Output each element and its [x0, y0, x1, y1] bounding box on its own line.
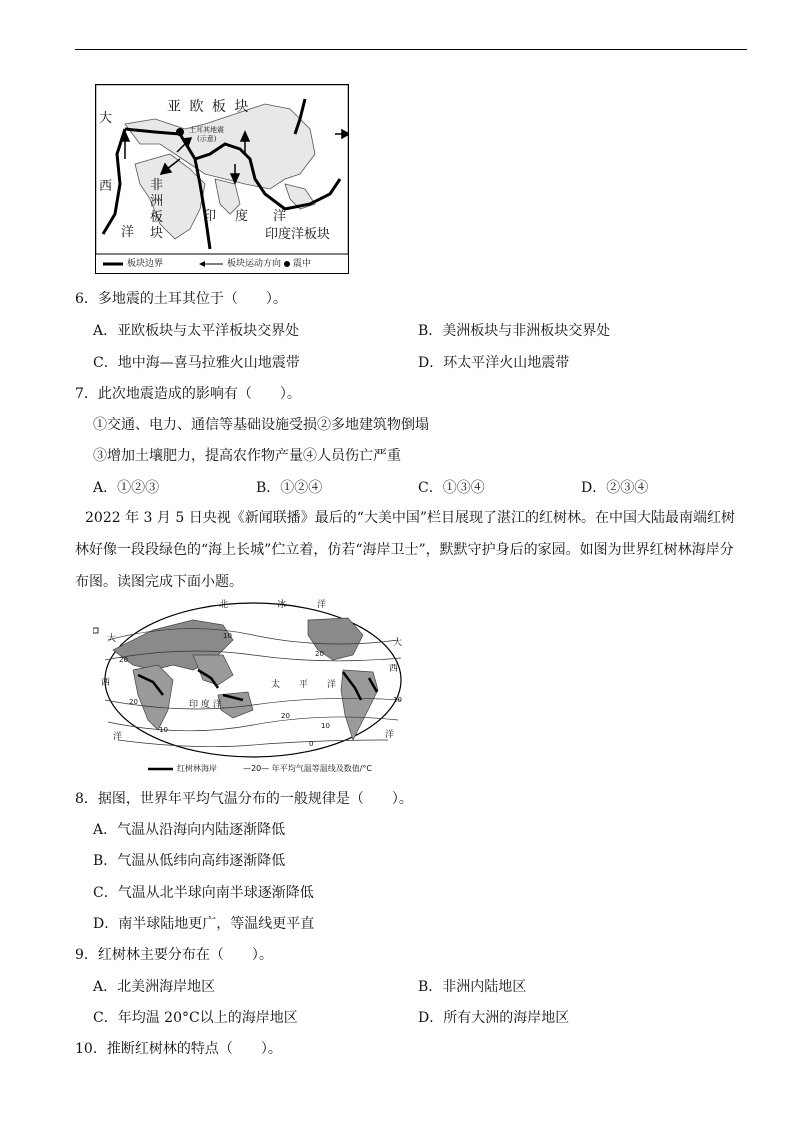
legend-direction: 板块运动方向	[227, 259, 282, 269]
m2-yang3: 洋	[113, 732, 123, 742]
q9-option-d[interactable]: D．所有大洲的海岸地区	[418, 1010, 570, 1026]
m2-iso-10d: 10	[393, 696, 402, 704]
plate-map-figure	[95, 84, 349, 274]
m2-yindu: 印 度 洋	[189, 700, 222, 710]
q10-stem: 10．推断红树林的特点（ ）。	[75, 1041, 282, 1057]
m2-ping: 平	[299, 680, 309, 690]
q8-option-b[interactable]: B．气温从低纬向高纬逐渐降低	[93, 853, 286, 869]
q6-stem: 6．多地震的土耳其位于（ ）。	[75, 291, 287, 307]
q6-option-b[interactable]: B．美洲板块与非洲板块交界处	[418, 323, 611, 339]
m2-da: 大	[107, 634, 117, 644]
legend-boundary: 板块边界	[127, 259, 164, 269]
q7-option-c[interactable]: C．①③④	[418, 480, 485, 496]
q7-option-d[interactable]: D．②③④	[581, 480, 649, 496]
q8-option-d[interactable]: D．南半球陆地更广，等温线更平直	[93, 916, 315, 932]
label-xi: 西	[99, 179, 113, 194]
label-yin: 印	[203, 209, 217, 224]
label-turkey-sub: (示意)	[197, 135, 217, 143]
q9-option-a[interactable]: A．北美洲海岸地区	[93, 979, 216, 995]
q7-option-a[interactable]: A．①②③	[93, 480, 160, 496]
label-da: 大	[99, 111, 113, 126]
header-rule	[75, 49, 747, 50]
q9-stem: 9．红树林主要分布在（ ）。	[75, 947, 273, 963]
label-eurasia-plate: 亚 欧 板 块	[167, 99, 251, 115]
label-du: 度	[235, 209, 249, 224]
q7-option-b[interactable]: B．①②④	[256, 480, 323, 496]
epicenter-legend-dot	[284, 261, 290, 267]
m2-iso-10c: 10	[223, 632, 232, 640]
m2-iso-10b: 10	[321, 722, 330, 730]
m2-xi: 西	[101, 678, 111, 688]
q6-option-d[interactable]: D．环太平洋火山地震带	[418, 355, 570, 371]
q9-option-b[interactable]: B．非洲内陆地区	[418, 979, 527, 995]
label-africa-plate: 非洲板块	[150, 178, 164, 241]
m2-bing: 冰	[277, 600, 287, 610]
m2-iso-20b: 20	[315, 650, 324, 658]
m2-legend-mangrove: 红树林海岸	[177, 764, 217, 773]
q9-option-c[interactable]: C．年均温 20°C以上的海岸地区	[93, 1010, 298, 1026]
m2-tai: 太	[271, 680, 281, 690]
q8-option-a[interactable]: A．气温从沿海向内陆逐渐降低	[93, 822, 286, 838]
m2-legend-isotherm: —20— 年平均气温等温线及数值/°C	[243, 764, 373, 773]
passage-text: 2022 年 3 月 5 日央视《新闻联播》最后的“大美中国”栏目展现了湛江的红树林。在中国大陆最南端红树林好像一段段绿色的“海上长城”伫立着，仿若“海岸卫士”，默默守护身后的家园。如图为世界红树林海岸分布图。读图完成下面小题。	[75, 510, 736, 590]
q6-option-a[interactable]: A．亚欧板块与太平洋板块交界处	[93, 323, 300, 339]
m2-bei: 北	[219, 600, 229, 610]
label-indian-plate: 印度洋板块	[265, 227, 331, 242]
mangrove-map-figure	[93, 600, 411, 776]
m2-iso-20c: 20	[129, 698, 138, 706]
label-yang: 洋	[121, 225, 135, 240]
q8-stem: 8．据图，世界年平均气温分布的一般规律是（ ）。	[75, 791, 413, 807]
label-yang2: 洋	[273, 209, 287, 224]
m2-iso-0: 0	[309, 740, 314, 748]
m2-iso-20a: 20	[119, 656, 128, 664]
q7-statement-2: ③增加土壤肥力，提高农作物产量④人员伤亡严重	[93, 448, 401, 464]
m2-xi2: 西	[389, 664, 399, 674]
label-turkey: 土耳其地震	[189, 126, 224, 134]
m2-yang2: 洋	[327, 680, 337, 690]
mangrove-map	[93, 600, 411, 776]
q7-stem: 7．此次地震造成的影响有（ ）。	[75, 386, 301, 402]
m2-iso-10a: 10	[159, 726, 168, 734]
q6-option-c[interactable]: C．地中海—喜马拉雅火山地震带	[93, 355, 300, 371]
m2-iso-20d: 20	[281, 712, 290, 720]
m2-da2: 大	[393, 638, 403, 648]
m2-yang: 洋	[317, 600, 327, 610]
legend-epicenter: 震中	[293, 259, 312, 269]
q8-option-c[interactable]: C．气温从北半球向南半球逐渐降低	[93, 885, 314, 901]
m2-yang4: 洋	[385, 730, 395, 740]
q7-statement-1: ①交通、电力、通信等基础设施受损②多地建筑物倒塌	[93, 417, 429, 433]
